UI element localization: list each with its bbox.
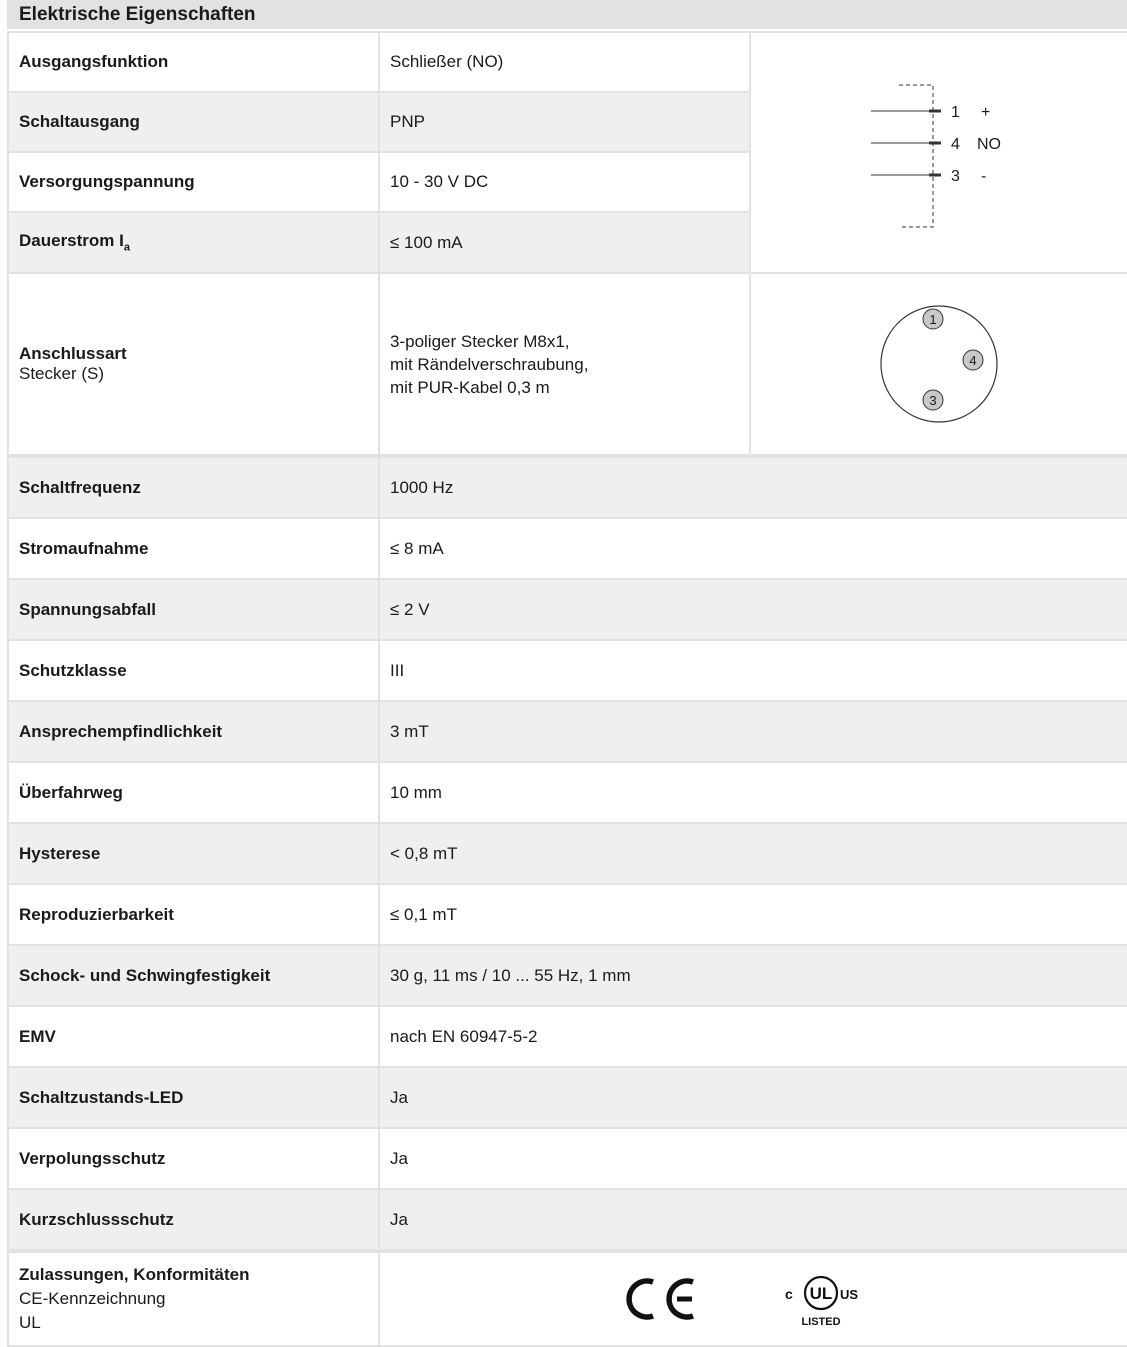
wiring-pin-num: 3 — [951, 167, 960, 185]
row-value: nach EN 60947-5-2 — [379, 1006, 1127, 1067]
row-value: Ja — [379, 1128, 1127, 1189]
ul-text: UL — [809, 1284, 832, 1303]
svg-text:1: 1 — [929, 312, 937, 327]
row-label: Schaltzustands-LED — [8, 1067, 379, 1128]
row-label: Schaltfrequenz — [8, 457, 379, 518]
row-value: ≤ 100 mA — [379, 212, 750, 273]
connector-label: Anschlussart — [19, 344, 127, 363]
connector-value-line: 3-poliger Stecker M8x1, — [390, 331, 570, 351]
wiring-pin-sign: - — [981, 167, 987, 185]
row-value: ≤ 2 V — [379, 579, 1127, 640]
table-row — [8, 762, 1127, 823]
wiring-pin-num: 1 — [951, 103, 960, 121]
ce-mark-logo — [619, 1274, 699, 1324]
row-value: PNP — [379, 92, 750, 152]
table-row — [8, 701, 1127, 762]
table-row — [8, 1067, 1127, 1128]
row-label: Stromaufnahme — [8, 518, 379, 579]
row-label: Reproduzierbarkeit — [8, 884, 379, 945]
row-value: ≤ 0,1 mT — [379, 884, 1127, 945]
wiring-diagram — [837, 63, 1037, 243]
connector-value-line: mit Rändelverschraubung, — [390, 354, 589, 374]
connector-pin-3 — [923, 390, 943, 410]
row-value: III — [379, 640, 1127, 701]
table-row — [8, 884, 1127, 945]
approvals-sub-ul: UL — [19, 1313, 41, 1332]
ul-listed-text: LISTED — [800, 1316, 841, 1328]
row-label: Kurzschlussschutz — [8, 1189, 379, 1250]
row-label-text: Dauerstrom I — [19, 231, 124, 251]
row-label: Schock- und Schwingfestigkeit — [8, 945, 379, 1006]
connector-value-cell — [379, 273, 750, 455]
row-value: Ja — [379, 1189, 1127, 1250]
table-row — [8, 1189, 1127, 1250]
approvals-logos-cell — [379, 1252, 1127, 1346]
row-label — [8, 212, 379, 273]
row-value: 3 mT — [379, 701, 1127, 762]
approvals-sub-ce: CE-Kennzeichnung — [19, 1289, 166, 1308]
table-row — [8, 457, 1127, 518]
table-row — [8, 823, 1127, 884]
row-label: Ansprechempfindlichkeit — [8, 701, 379, 762]
section-title-bar — [7, 0, 1127, 31]
wiring-pin-1 — [871, 104, 990, 121]
connector-sublabel: Stecker (S) — [19, 364, 105, 383]
lower-rows — [8, 457, 1127, 1250]
approval-logos — [380, 1253, 1127, 1345]
table-row — [8, 640, 1127, 701]
wiring-pin-3 — [871, 168, 986, 185]
ul-listed-logo — [779, 1267, 889, 1331]
connector-diagram-cell — [750, 273, 1127, 455]
table-row — [8, 579, 1127, 640]
row-value: Schließer (NO) — [379, 32, 750, 92]
approvals-table — [7, 1251, 1127, 1347]
svg-text:3: 3 — [929, 393, 937, 408]
connector-label-cell — [8, 273, 379, 455]
properties-table — [7, 31, 1127, 456]
wiring-pin-4 — [871, 136, 1001, 153]
connector-pin-1 — [923, 309, 943, 329]
svg-text:4: 4 — [969, 353, 977, 368]
row-label: EMV — [8, 1006, 379, 1067]
ul-us-text: US — [839, 1287, 858, 1302]
wiring-pin-sign: + — [981, 103, 991, 121]
row-value: < 0,8 mT — [379, 823, 1127, 884]
row-value: Ja — [379, 1067, 1127, 1128]
row-label: Schaltausgang — [8, 92, 379, 152]
connector-value-line: mit PUR-Kabel 0,3 m — [390, 377, 550, 397]
row-label: Spannungsabfall — [8, 579, 379, 640]
row-label: Ausgangsfunktion — [8, 32, 379, 92]
approvals-label-cell — [8, 1252, 379, 1346]
table-row — [8, 32, 1127, 92]
row-label: Verpolungsschutz — [8, 1128, 379, 1189]
approvals-row — [8, 1252, 1127, 1346]
properties-table-lower — [7, 456, 1127, 1251]
row-value: 1000 Hz — [379, 457, 1127, 518]
row-label-subscript: a — [123, 241, 130, 254]
row-label: Versorgungspannung — [8, 152, 379, 212]
connector-pinout-diagram — [874, 299, 1004, 429]
row-value: ≤ 8 mA — [379, 518, 1127, 579]
connector-pin-4 — [963, 350, 983, 370]
approvals-label: Zulassungen, Konformitäten — [19, 1265, 250, 1284]
table-row — [8, 945, 1127, 1006]
row-value: 30 g, 11 ms / 10 ... 55 Hz, 1 mm — [379, 945, 1127, 1006]
table-row — [8, 1128, 1127, 1189]
connector-row — [8, 273, 1127, 455]
wiring-pin-num: 4 — [951, 135, 960, 153]
row-label: Schutzklasse — [8, 640, 379, 701]
section-title: Elektrische Eigenschaften — [19, 3, 256, 25]
table-row — [8, 518, 1127, 579]
row-value: 10 - 30 V DC — [379, 152, 750, 212]
row-label: Überfahrweg — [8, 762, 379, 823]
row-value: 10 mm — [379, 762, 1127, 823]
wiring-diagram-cell — [750, 32, 1127, 273]
electrical-properties-sheet — [7, 0, 1127, 1347]
wiring-pin-sign: NO — [977, 135, 1001, 153]
row-label: Hysterese — [8, 823, 379, 884]
ul-c-text: c — [784, 1286, 793, 1302]
table-row — [8, 1006, 1127, 1067]
